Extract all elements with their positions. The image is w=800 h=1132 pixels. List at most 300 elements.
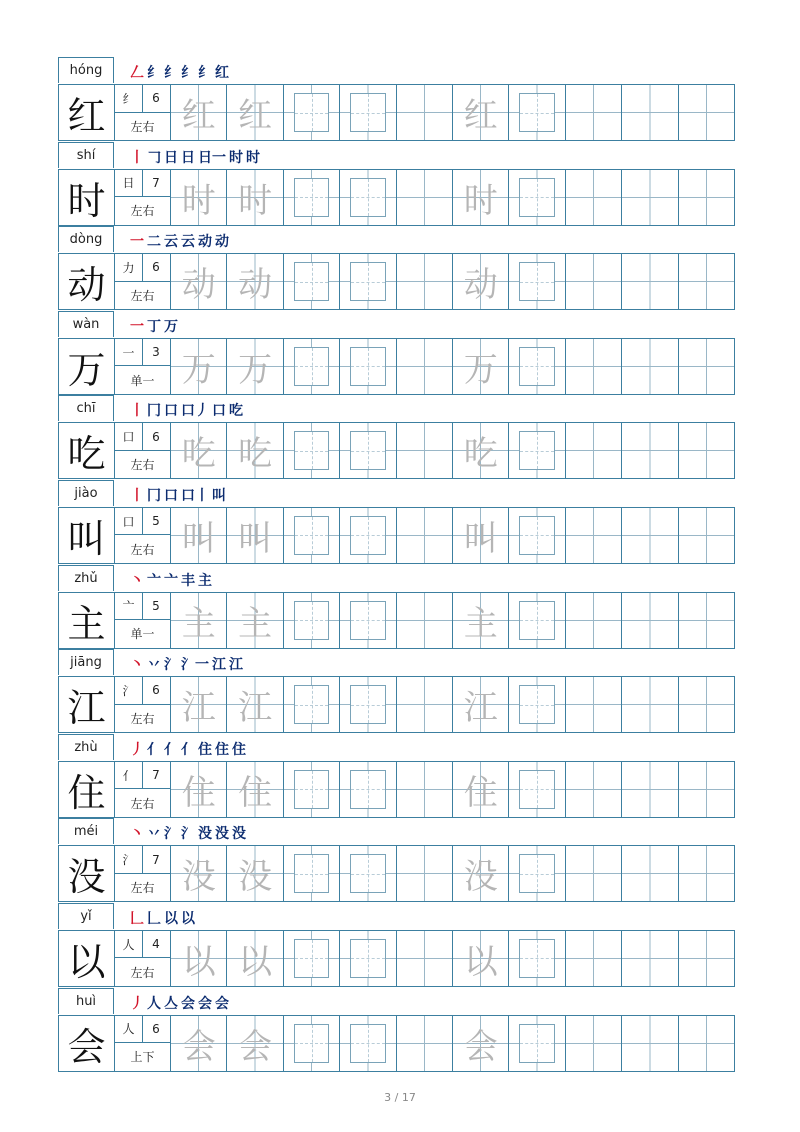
entry-header <box>58 311 735 338</box>
writing-cell[interactable] <box>622 677 678 732</box>
trace-character: 吃 <box>463 434 498 475</box>
writing-cell[interactable] <box>509 1016 565 1071</box>
writing-cell[interactable] <box>397 508 453 563</box>
radical: 人 <box>115 1016 143 1044</box>
trace-character: 江 <box>238 688 273 729</box>
writing-row <box>58 845 735 902</box>
writing-cell[interactable] <box>171 762 227 817</box>
stroke-count: 5 <box>142 593 170 621</box>
stroke-step: 时 <box>229 149 243 166</box>
writing-cell[interactable] <box>679 508 734 563</box>
stroke-step: 住 <box>215 741 229 758</box>
practice-box <box>294 262 329 301</box>
entry-header <box>58 480 735 507</box>
character-entry <box>58 565 735 650</box>
writing-cell[interactable] <box>622 931 678 986</box>
model-character: 吃 <box>59 423 115 478</box>
stroke-step: 𠃋 <box>130 65 144 81</box>
stroke-step: 吃 <box>229 403 243 420</box>
trace-character: 叫 <box>238 518 273 559</box>
writing-cell[interactable] <box>509 423 565 478</box>
stroke-step: 以 <box>181 910 195 927</box>
pinyin-label: wàn <box>58 311 114 337</box>
writing-cell[interactable] <box>340 762 396 817</box>
writing-cell[interactable] <box>622 423 678 478</box>
writing-cell[interactable] <box>284 593 340 648</box>
character-entry <box>58 226 735 311</box>
writing-cell[interactable] <box>284 762 340 817</box>
stroke-step: 丶 <box>130 826 144 843</box>
writing-cell[interactable] <box>453 762 509 817</box>
radical: 口 <box>115 508 143 536</box>
stroke-step: 江 <box>212 657 226 674</box>
stroke-order <box>130 146 260 168</box>
writing-cell[interactable] <box>397 762 453 817</box>
practice-box <box>294 516 329 555</box>
writing-cell[interactable] <box>622 170 678 225</box>
writing-cell[interactable] <box>679 677 734 732</box>
writing-cell[interactable] <box>679 846 734 901</box>
model-character: 会 <box>59 1016 115 1071</box>
stroke-step: 氵 <box>181 826 195 843</box>
structure-type: 左右 <box>130 796 155 811</box>
structure-type: 单一 <box>130 373 155 388</box>
trace-character: 万 <box>181 349 216 390</box>
structure-type: 左右 <box>130 288 155 303</box>
trace-character: 会 <box>238 1026 273 1067</box>
writing-cell[interactable] <box>622 254 678 309</box>
writing-cell[interactable] <box>284 677 340 732</box>
writing-cell[interactable] <box>622 593 678 648</box>
stroke-step: 丿 <box>130 741 144 758</box>
practice-box <box>294 939 329 978</box>
entry-header <box>58 649 735 676</box>
writing-cell[interactable] <box>284 254 340 309</box>
writing-cell[interactable] <box>566 508 622 563</box>
stroke-step: 𠃊 <box>147 910 161 927</box>
stroke-step: 氵 <box>164 657 178 674</box>
stroke-step: 一 <box>130 234 144 251</box>
writing-cell[interactable] <box>509 170 565 225</box>
writing-cell[interactable] <box>453 593 509 648</box>
entry-header <box>58 565 735 592</box>
writing-cell[interactable] <box>284 339 340 394</box>
structure-type: 单一 <box>130 627 155 642</box>
writing-cell[interactable] <box>622 762 678 817</box>
practice-box <box>519 601 554 640</box>
stroke-order <box>130 738 246 760</box>
trace-character: 主 <box>463 603 498 644</box>
trace-character: 没 <box>463 857 498 898</box>
stroke-step: 纟 <box>198 65 212 81</box>
stroke-step: 亻 <box>181 741 195 758</box>
writing-cell[interactable] <box>340 846 396 901</box>
pinyin-label: zhǔ <box>58 565 114 591</box>
stroke-step: 二 <box>147 234 161 251</box>
writing-cell[interactable] <box>171 170 227 225</box>
stroke-step: 动 <box>215 234 229 251</box>
writing-cell[interactable] <box>227 762 283 817</box>
writing-cell[interactable] <box>340 423 396 478</box>
writing-cell[interactable] <box>509 593 565 648</box>
writing-cell[interactable] <box>679 593 734 648</box>
stroke-step: 丨 <box>130 403 144 420</box>
writing-cell[interactable] <box>227 846 283 901</box>
stroke-step: 亠 <box>147 572 161 589</box>
writing-row <box>58 338 735 395</box>
practice-box <box>519 1024 554 1063</box>
character-info <box>115 85 171 140</box>
writing-cell[interactable] <box>171 85 227 140</box>
pinyin-label: huì <box>58 988 114 1014</box>
character-entry <box>58 142 735 227</box>
stroke-count: 7 <box>142 762 170 790</box>
writing-cell[interactable] <box>340 170 396 225</box>
writing-cell[interactable] <box>397 85 453 140</box>
radical: 纟 <box>115 85 143 113</box>
writing-cell[interactable] <box>679 931 734 986</box>
writing-cell[interactable] <box>566 677 622 732</box>
writing-cell[interactable] <box>340 677 396 732</box>
writing-cell[interactable] <box>509 762 565 817</box>
writing-cell[interactable] <box>227 677 283 732</box>
writing-cell[interactable] <box>227 423 283 478</box>
radical: 亠 <box>115 593 143 621</box>
pinyin-label: hóng <box>58 57 114 83</box>
trace-character: 叫 <box>181 518 216 559</box>
pinyin-label: yǐ <box>58 903 114 929</box>
trace-character: 会 <box>181 1026 216 1067</box>
writing-cell[interactable] <box>679 170 734 225</box>
writing-cell[interactable] <box>340 254 396 309</box>
stroke-count: 6 <box>142 677 170 705</box>
practice-box <box>350 770 385 809</box>
pinyin-label: chī <box>58 395 114 421</box>
trace-character: 红 <box>238 96 273 136</box>
stroke-step: 亼 <box>164 995 178 1012</box>
trace-character: 时 <box>463 180 498 221</box>
radical: 人 <box>115 931 143 959</box>
writing-cell[interactable] <box>566 339 622 394</box>
writing-cell[interactable] <box>397 254 453 309</box>
writing-cell[interactable] <box>227 593 283 648</box>
stroke-step: 亻 <box>147 741 161 758</box>
writing-cell[interactable] <box>397 423 453 478</box>
writing-cell[interactable] <box>171 254 227 309</box>
trace-character: 主 <box>181 603 216 644</box>
writing-cell[interactable] <box>397 677 453 732</box>
writing-cell[interactable] <box>397 339 453 394</box>
stroke-step: 口丿 <box>181 403 209 420</box>
writing-cell[interactable] <box>622 339 678 394</box>
writing-cell[interactable] <box>171 1016 227 1071</box>
trace-character: 吃 <box>181 434 216 475</box>
writing-cell[interactable] <box>397 846 453 901</box>
character-info <box>115 508 171 563</box>
trace-character: 住 <box>238 772 273 813</box>
stroke-count: 7 <box>142 846 170 874</box>
stroke-step: 会 <box>215 995 229 1012</box>
practice-box <box>519 262 554 301</box>
stroke-order <box>130 61 229 83</box>
writing-cell[interactable] <box>453 508 509 563</box>
trace-character: 没 <box>238 857 273 898</box>
writing-cell[interactable] <box>509 85 565 140</box>
writing-cell[interactable] <box>340 931 396 986</box>
writing-cell[interactable] <box>284 1016 340 1071</box>
model-character: 时 <box>59 170 115 225</box>
practice-box <box>519 347 554 386</box>
stroke-order <box>130 907 195 929</box>
character-entry <box>58 649 735 734</box>
writing-cell[interactable] <box>284 931 340 986</box>
trace-character: 万 <box>463 349 498 390</box>
stroke-count: 6 <box>142 85 170 113</box>
model-character: 没 <box>59 846 115 901</box>
stroke-count: 6 <box>142 254 170 282</box>
stroke-step: 红 <box>215 65 229 81</box>
writing-cell[interactable] <box>679 762 734 817</box>
character-entry <box>58 57 735 142</box>
practice-box <box>350 431 385 470</box>
structure-type: 左右 <box>130 711 155 726</box>
stroke-order <box>130 569 212 591</box>
practice-box <box>350 93 385 132</box>
stroke-step: 住 <box>232 741 246 758</box>
writing-cell[interactable] <box>171 931 227 986</box>
writing-cell[interactable] <box>566 254 622 309</box>
character-info <box>115 931 171 986</box>
writing-cell[interactable] <box>340 85 396 140</box>
trace-character: 江 <box>463 688 498 729</box>
writing-row <box>58 761 735 818</box>
writing-cell[interactable] <box>284 846 340 901</box>
writing-cell[interactable] <box>340 593 396 648</box>
writing-cell[interactable] <box>171 846 227 901</box>
stroke-step: 𠃌 <box>147 149 161 166</box>
stroke-step: 丁 <box>147 318 161 335</box>
writing-cell[interactable] <box>679 85 734 140</box>
writing-cell[interactable] <box>453 846 509 901</box>
stroke-step: 冂 <box>147 403 161 420</box>
stroke-order <box>130 484 226 506</box>
entry-header <box>58 734 735 761</box>
practice-box <box>350 854 385 893</box>
trace-character: 住 <box>181 772 216 813</box>
writing-cell[interactable] <box>453 254 509 309</box>
stroke-step: 日 <box>181 149 195 166</box>
trace-character: 动 <box>463 265 498 306</box>
writing-cell[interactable] <box>566 85 622 140</box>
stroke-order <box>130 315 178 337</box>
writing-row <box>58 253 735 310</box>
character-info <box>115 593 171 648</box>
stroke-count: 6 <box>142 1016 170 1044</box>
writing-cell[interactable] <box>566 762 622 817</box>
radical: 亻 <box>115 762 143 790</box>
character-entry <box>58 818 735 903</box>
character-entry <box>58 395 735 480</box>
writing-cell[interactable] <box>622 1016 678 1071</box>
writing-cell[interactable] <box>227 85 283 140</box>
writing-cell[interactable] <box>227 339 283 394</box>
practice-box <box>519 93 554 132</box>
stroke-step: 会 <box>181 995 195 1012</box>
writing-cell[interactable] <box>340 1016 396 1071</box>
writing-cell[interactable] <box>284 170 340 225</box>
stroke-step: 云 <box>164 234 178 251</box>
radical: 日 <box>115 170 143 198</box>
radical: 氵 <box>115 846 143 874</box>
stroke-step: 丶 <box>130 572 144 589</box>
writing-cell[interactable] <box>566 846 622 901</box>
writing-row <box>58 84 735 141</box>
practice-box <box>519 431 554 470</box>
practice-box <box>519 854 554 893</box>
trace-character: 以 <box>238 941 273 982</box>
writing-cell[interactable] <box>227 508 283 563</box>
writing-row <box>58 930 735 987</box>
trace-character: 红 <box>463 96 498 136</box>
page-number: 3 / 17 <box>384 1091 416 1104</box>
writing-cell[interactable] <box>509 931 565 986</box>
practice-box <box>519 685 554 724</box>
writing-cell[interactable] <box>679 423 734 478</box>
writing-cell[interactable] <box>566 931 622 986</box>
writing-cell[interactable] <box>171 593 227 648</box>
structure-type: 左右 <box>130 458 155 473</box>
structure-type: 左右 <box>130 542 155 557</box>
stroke-step: 口 <box>212 403 226 420</box>
writing-cell[interactable] <box>509 508 565 563</box>
model-character: 叫 <box>59 508 115 563</box>
pinyin-label: dòng <box>58 226 114 252</box>
trace-character: 江 <box>181 688 216 729</box>
practice-box <box>350 347 385 386</box>
writing-cell[interactable] <box>679 1016 734 1071</box>
writing-cell[interactable] <box>566 1016 622 1071</box>
writing-cell[interactable] <box>509 339 565 394</box>
practice-box <box>294 93 329 132</box>
stroke-order <box>130 399 243 421</box>
writing-cell[interactable] <box>284 508 340 563</box>
stroke-step: 口丨 <box>181 487 209 504</box>
stroke-step: 日一 <box>198 149 226 166</box>
character-info <box>115 762 171 817</box>
practice-box <box>294 854 329 893</box>
model-character: 万 <box>59 339 115 394</box>
entry-header <box>58 818 735 845</box>
writing-cell[interactable] <box>284 85 340 140</box>
writing-cell[interactable] <box>227 170 283 225</box>
writing-cell[interactable] <box>679 254 734 309</box>
practice-box <box>350 939 385 978</box>
trace-character: 时 <box>181 180 216 221</box>
stroke-step: 亠 <box>164 572 178 589</box>
model-character: 住 <box>59 762 115 817</box>
writing-cell[interactable] <box>453 339 509 394</box>
stroke-step: 没 <box>232 826 246 843</box>
trace-character: 动 <box>181 265 216 306</box>
structure-type: 左右 <box>130 881 155 896</box>
writing-cell[interactable] <box>284 423 340 478</box>
stroke-count: 3 <box>142 339 170 367</box>
stroke-order <box>130 653 243 675</box>
practice-box <box>294 601 329 640</box>
character-info <box>115 1016 171 1071</box>
stroke-order <box>130 992 229 1014</box>
stroke-step: 氵 <box>164 826 178 843</box>
character-entry <box>58 988 735 1073</box>
stroke-count: 5 <box>142 508 170 536</box>
writing-cell[interactable] <box>171 508 227 563</box>
stroke-step: 氵一 <box>181 657 209 674</box>
stroke-step: 亻 <box>164 741 178 758</box>
writing-cell[interactable] <box>509 254 565 309</box>
writing-cell[interactable] <box>397 170 453 225</box>
writing-cell[interactable] <box>679 339 734 394</box>
pinyin-label: méi <box>58 818 114 844</box>
writing-cell[interactable] <box>453 677 509 732</box>
writing-cell[interactable] <box>171 339 227 394</box>
trace-character: 动 <box>238 265 273 306</box>
radical: 力 <box>115 254 143 282</box>
stroke-step: 以 <box>164 910 178 927</box>
character-info <box>115 423 171 478</box>
writing-cell[interactable] <box>453 85 509 140</box>
writing-cell[interactable] <box>397 1016 453 1071</box>
stroke-step: 叫 <box>212 487 226 504</box>
writing-cell[interactable] <box>622 846 678 901</box>
writing-cell[interactable] <box>622 508 678 563</box>
writing-cell[interactable] <box>566 170 622 225</box>
writing-cell[interactable] <box>453 1016 509 1071</box>
writing-cell[interactable] <box>566 593 622 648</box>
writing-cell[interactable] <box>453 170 509 225</box>
character-info <box>115 170 171 225</box>
practice-box <box>350 1024 385 1063</box>
writing-cell[interactable] <box>340 339 396 394</box>
trace-character: 主 <box>238 603 273 644</box>
stroke-order <box>130 230 229 252</box>
writing-cell[interactable] <box>509 677 565 732</box>
entry-header <box>58 57 735 84</box>
stroke-step: 丰 <box>181 572 195 589</box>
writing-cell[interactable] <box>227 254 283 309</box>
writing-cell[interactable] <box>397 931 453 986</box>
writing-cell[interactable] <box>453 931 509 986</box>
writing-cell[interactable] <box>509 846 565 901</box>
stroke-step: 人 <box>147 995 161 1012</box>
stroke-step: 时 <box>246 149 260 166</box>
practice-box <box>350 516 385 555</box>
stroke-step: 纟 <box>164 65 178 81</box>
practice-box <box>294 685 329 724</box>
writing-cell[interactable] <box>397 593 453 648</box>
stroke-step: 口 <box>164 403 178 420</box>
writing-cell[interactable] <box>227 1016 283 1071</box>
writing-cell[interactable] <box>453 423 509 478</box>
writing-cell[interactable] <box>171 677 227 732</box>
writing-cell[interactable] <box>227 931 283 986</box>
writing-cell[interactable] <box>171 423 227 478</box>
stroke-count: 7 <box>142 170 170 198</box>
writing-cell[interactable] <box>340 508 396 563</box>
writing-cell[interactable] <box>566 423 622 478</box>
entry-header <box>58 142 735 169</box>
stroke-step: 丷 <box>147 657 161 674</box>
writing-cell[interactable] <box>622 85 678 140</box>
